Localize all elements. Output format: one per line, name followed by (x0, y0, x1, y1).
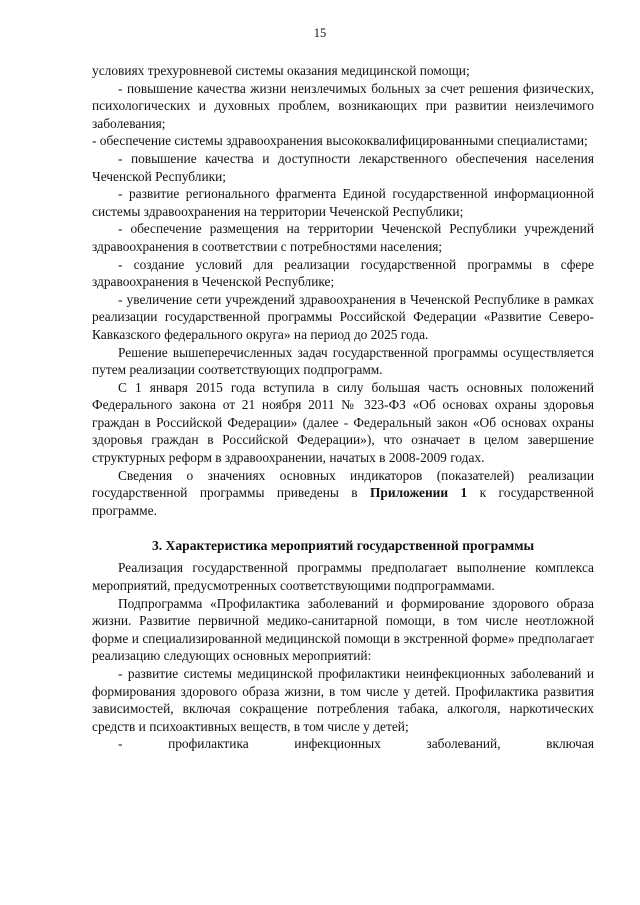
paragraph: Решение вышеперечисленных задач государственной программы осуществляется путем реализации соответствующих подпрограмм. (92, 344, 594, 378)
list-item: - развитие системы медицинской профилактики неинфекционных заболеваний и формирования здорового образа жизни, в том числе у детей. Профилактика развития зависимостей, включая сокращение потребления табака, алкоголя, наркотических средств и психоактивных веществ, в том числе у детей; (92, 666, 594, 734)
list-item: - создание условий для реализации государственной программы в сфере здравоохранения в Чеченской Республике; (92, 256, 594, 290)
page-number: 15 (313, 26, 327, 40)
list-item: - обеспечение системы здравоохранения высококвалифицированными специалистами; (92, 133, 588, 149)
paragraph: С 1 января 2015 года вступила в силу большая часть основных положений Федерального закона от 21 ноября 2011 № 323-ФЗ «Об основах охраны здоровья граждан в Российской Федерации» (далее - Федеральный закон «Об основах охраны здоровья граждан в Российской Федерации»), что означает в целом завершение структурных реформ в здравоохранении, начатых в 2008-2009 годах. (92, 379, 594, 466)
list-item: - развитие регионального фрагмента Единой государственной информационной системы здравоохранения на территории Чеченской Республики; (92, 186, 594, 219)
list-item: - профилактика инфекционных заболеваний, включая (118, 736, 594, 752)
list-item: - повышение качества жизни неизлечимых больных за счет решения физических, психологических и духовных проблем, возникающих при развитии неизлечимого заболевания; (92, 80, 594, 131)
paragraph: Подпрограмма «Профилактика заболеваний и формирование здорового образа жизни. Развитие первичной медико-санитарной помощи, в том числе неотложной форме и специализированной медицинской помощи в экстренной форме» предполагает реализацию следующих основных мероприятий: (92, 595, 594, 664)
list-item: - увеличение сети учреждений здравоохранения в Чеченской Республике в рамках реализации государственной программы Российской Федерации «Развитие Северо-Кавказского федерального округа» на период до 2025 года. (92, 291, 594, 342)
paragraph: Сведения о значениях основных индикаторов (показателей) реализации государственной программы приведены в Приложении 1 к государственной программе. (92, 467, 594, 518)
list-item: - обеспечение размещения на территории Чеченской Республики учреждений здравоохранения в соответствии с потребностями населения; (92, 221, 594, 254)
appendix-reference: Приложении 1 (370, 485, 468, 501)
paragraph: Реализация государственной программы предполагает выполнение комплекса мероприятий, предусмотренных соответствующими подпрограммами. (92, 560, 594, 594)
section-heading: 3. Характеристика мероприятий государственной программы (151, 538, 535, 554)
list-item: - повышение качества и доступности лекарственного обеспечения населения Чеченской Республики; (92, 150, 594, 184)
paragraph: условиях трехуровневой системы оказания медицинской помощи; (92, 63, 470, 78)
document-body (92, 62, 594, 753)
